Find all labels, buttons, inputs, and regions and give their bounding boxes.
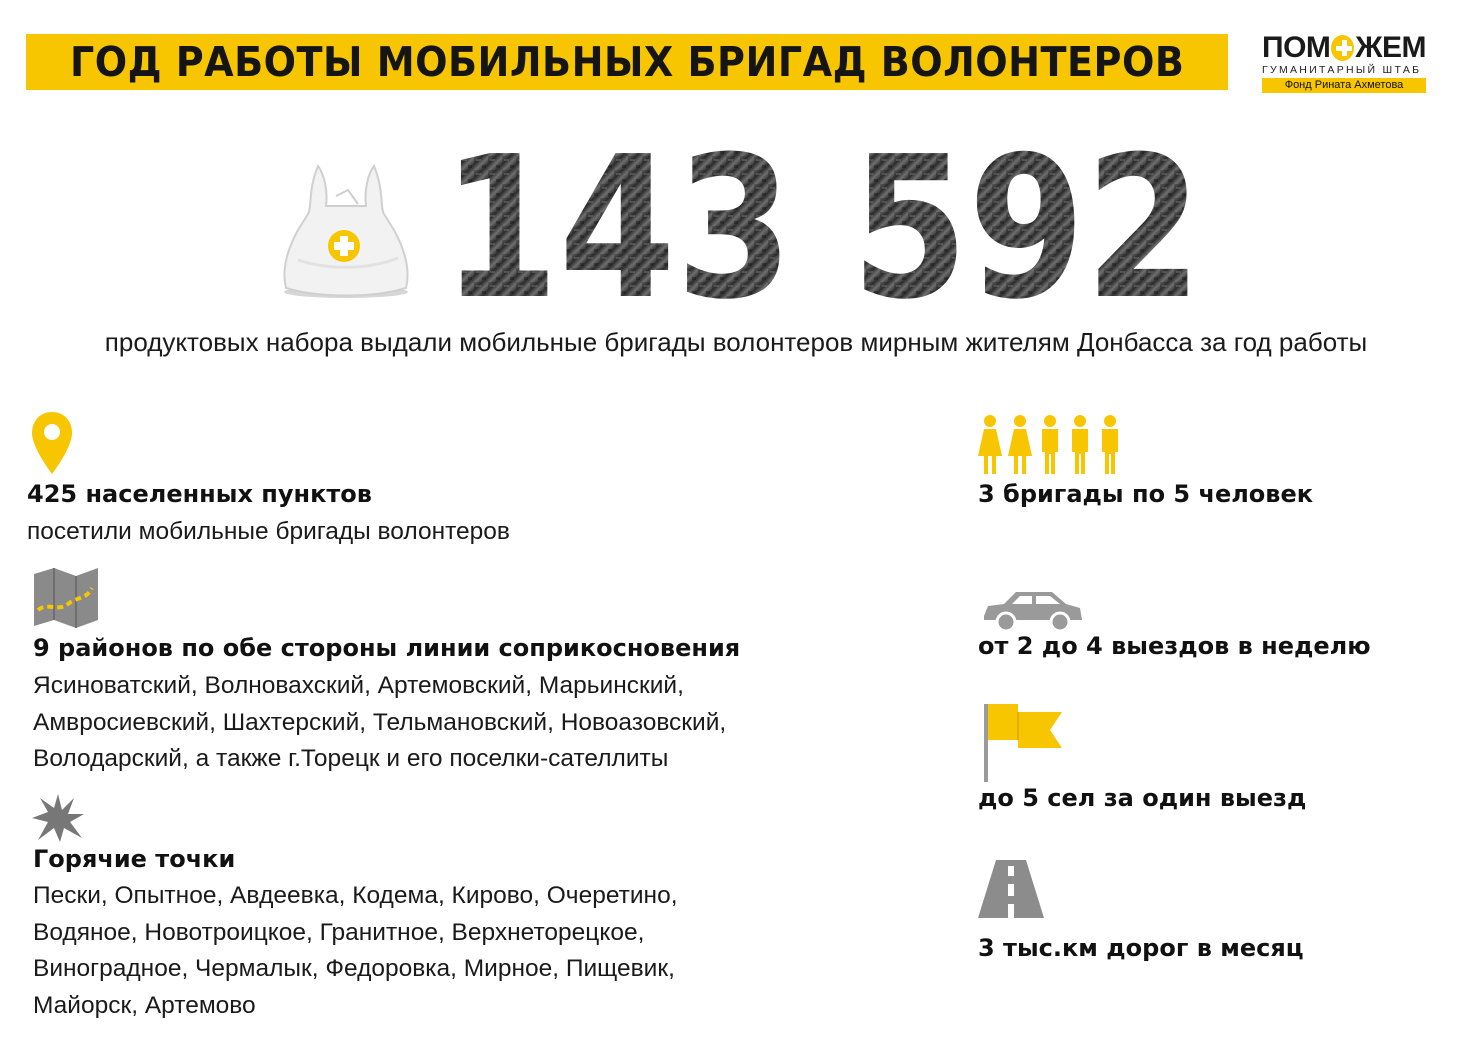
car-icon (978, 586, 1086, 634)
explosion-icon (30, 792, 86, 844)
settlements-text: посетили мобильные бригады волонтеров (27, 518, 510, 545)
villages-stat: до 5 сел за один выезд (978, 784, 1307, 812)
districts-title: 9 районов по обе стороны линии соприкосновения (33, 634, 741, 662)
title-banner (26, 34, 1228, 90)
hotspots-line: Майорск, Артемово (33, 991, 256, 1019)
flag-icon (982, 702, 1066, 782)
districts-line: Амвросиевский, Шахтерский, Тельмановский, Новоазовский, (33, 708, 727, 736)
hotspots-text (33, 878, 678, 1024)
logo (1262, 30, 1426, 96)
hero-number (432, 128, 1212, 318)
logo-fund: Фонд Рината Ахметова (1262, 78, 1426, 93)
trips-stat: от 2 до 4 выездов в неделю (978, 632, 1371, 660)
hotspots-line: Пески, Опытное, Авдеевка, Кодема, Кирово, Очеретино, (33, 882, 678, 909)
logo-subtitle: ГУМАНИТАРНЫЙ ШТАБ (1262, 64, 1422, 76)
people-icon (976, 414, 1128, 476)
cross-icon (1331, 35, 1354, 61)
districts-text (33, 668, 726, 778)
map-icon (32, 566, 100, 628)
page-title: ГОД РАБОТЫ МОБИЛЬНЫХ БРИГАД ВОЛОНТЕРОВ (69, 38, 1185, 86)
location-pin-icon (30, 410, 74, 476)
brigades-stat: 3 бригады по 5 человек (978, 480, 1314, 508)
hero-description: продуктовых набора выдали мобильные бригады волонтеров мирным жителям Донбасса за год работы (104, 327, 1368, 357)
settlements-title: 425 населенных пунктов (27, 480, 372, 508)
hotspots-title: Горячие точки (33, 845, 236, 873)
logo-name-right: ЖЕМ (1355, 31, 1426, 64)
logo-name (1262, 30, 1426, 66)
aid-bag-icon (278, 160, 414, 300)
hotspots-line: Виноградное, Чермалык, Федоровка, Мирное, Пищевик, (33, 955, 675, 982)
hotspots-line: Водяное, Новотроицкое, Гранитное, Верхнеторецкое, (33, 918, 645, 946)
districts-line: Володарский, а также г.Торецк и его поселки-сателлиты (33, 745, 669, 772)
hero-number-text: 143 592 (442, 128, 1202, 318)
districts-line: Ясиноватский, Волновахский, Артемовский, Марьинский, (33, 672, 684, 699)
road-icon (978, 858, 1044, 920)
roads-stat: 3 тыс.км дорог в месяц (978, 934, 1304, 962)
logo-name-left: ПОМ (1262, 31, 1331, 64)
